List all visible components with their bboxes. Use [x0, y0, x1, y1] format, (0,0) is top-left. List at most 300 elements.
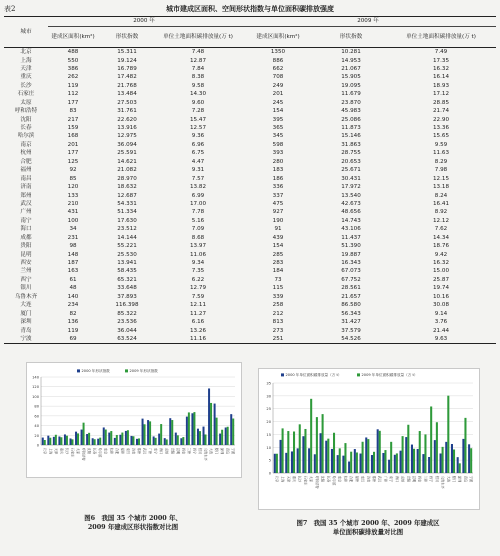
category-label: 深圳: [457, 475, 462, 483]
table-title: 城市建成区面积、空间形状指数与单位面积碳排放强度: [166, 4, 334, 13]
bar-2009: [71, 439, 73, 445]
figure-7-caption: [258, 519, 478, 537]
city-header: 城市: [4, 17, 48, 48]
cell-area-2000: 148: [67, 251, 79, 258]
category-label: 哈尔滨: [98, 447, 103, 458]
cell-area-2009: 190: [272, 217, 284, 224]
cell-shape-2000: 25.530: [117, 251, 137, 258]
category-label: 西安: [417, 475, 422, 483]
cell-carbon-2000: 12.11: [189, 302, 206, 309]
cell-carbon-2000: 7.59: [191, 293, 205, 300]
cell-carbon-2009: 16.41: [432, 200, 449, 207]
cell-shape-2009: 21.067: [341, 65, 361, 72]
cell-area-2009: 154: [272, 108, 284, 115]
category-label: 成都: [400, 475, 405, 483]
cell-carbon-2009: 22.90: [432, 116, 449, 123]
cell-carbon-2009: 18.93: [432, 82, 449, 89]
bar-2009: [121, 433, 123, 445]
cell-shape-2000: 19.124: [117, 57, 137, 64]
cell-shape-2000: 27.503: [117, 99, 137, 106]
cell-shape-2009: 30.431: [341, 175, 361, 182]
table-row: [4, 251, 496, 259]
category-label: 济南: [366, 475, 371, 483]
category-label: 福州: [354, 475, 359, 483]
bar-2009: [350, 452, 352, 473]
cell-area-2009: 886: [272, 57, 284, 64]
bar-2009: [77, 433, 79, 445]
cell-area-2000: 136: [67, 319, 79, 326]
bar-2009: [373, 452, 375, 473]
table-row: [4, 200, 496, 208]
cell-area-2009: 598: [272, 141, 284, 148]
figure-6-chart: [26, 362, 242, 478]
bar-2000: [285, 453, 287, 473]
category-label: 长沙: [297, 475, 302, 483]
category-label: 长春: [92, 447, 97, 455]
table-row: [4, 310, 496, 318]
cell-carbon-2000: 6.16: [191, 319, 205, 326]
bar-2009: [430, 406, 432, 473]
bar-2009: [182, 437, 184, 445]
category-label: 宁波: [231, 447, 236, 455]
table-row: [4, 301, 496, 309]
cell-area-2000: 119: [67, 327, 79, 334]
bar-2000: [169, 418, 171, 445]
bar-2009: [333, 433, 335, 473]
cell-shape-2009: 13.540: [341, 192, 361, 199]
cell-carbon-2009: 7.62: [434, 226, 448, 233]
cell-shape-2009: 67.073: [341, 268, 361, 275]
cell-carbon-2000: 9.36: [191, 133, 205, 140]
cell-area-2000: 119: [67, 82, 79, 89]
cell-area-2009: 439: [272, 234, 284, 241]
y-tick-label: 0: [268, 471, 271, 476]
cell-area-2000: 85: [69, 175, 77, 182]
cell-area-2009: 708: [272, 74, 284, 81]
cell-shape-2009: 21.657: [341, 293, 361, 300]
cell-area-2000: 92: [69, 167, 77, 174]
bar-2009: [367, 439, 369, 473]
shape-index-chart-svg: [27, 363, 241, 477]
cell-carbon-2000: 4.47: [191, 158, 205, 165]
cell-area-2009: 283: [272, 260, 284, 267]
cell-city: 福州: [20, 167, 32, 174]
cell-shape-2009: 54.526: [316, 335, 386, 344]
cell-city: 南宁: [20, 217, 32, 224]
category-label: 太原: [309, 475, 314, 483]
cell-area-2000: 168: [67, 133, 79, 140]
cell-city: 昆明: [20, 251, 32, 258]
table-row: [4, 318, 496, 326]
bar-2009: [105, 430, 107, 445]
cell-city: 海口: [20, 226, 32, 233]
legend-label: 2009 年单位面积碳排放量（万 t）: [361, 373, 418, 377]
category-label: 乌鲁木齐: [203, 447, 208, 461]
bar-2000: [388, 460, 390, 473]
cell-carbon-2009: 12.12: [432, 217, 449, 224]
cell-carbon-2009: 12.15: [432, 175, 449, 182]
cell-city: 大连: [20, 302, 32, 309]
bar-2009: [227, 427, 229, 445]
bar-2000: [180, 438, 182, 445]
cell-city: 长沙: [20, 82, 32, 89]
legend-swatch: [77, 369, 80, 372]
table-row: [4, 141, 496, 149]
bar-2000: [280, 440, 282, 473]
figure-7-caption-line1: 图7 我国 35 个城市 2000 年、2009 年建成区: [296, 519, 440, 527]
bar-2000: [308, 448, 310, 473]
cell-shape-2009: 25.671: [341, 167, 361, 174]
y-tick-label: 35: [266, 381, 271, 386]
category-label: 南宁: [389, 475, 394, 483]
legend-swatch: [125, 369, 128, 372]
category-label: 合肥: [349, 475, 354, 483]
cell-carbon-2000: 7.35: [191, 268, 205, 275]
cell-carbon-2009: 21.74: [432, 108, 449, 115]
bar-2009: [396, 453, 398, 473]
category-label: 太原: [76, 447, 81, 455]
y-tick-label: 120: [32, 385, 39, 390]
cell-carbon-2000: 14.30: [189, 91, 206, 98]
bar-2000: [394, 455, 396, 473]
cell-carbon-2009: 17.12: [432, 91, 449, 98]
bar-2009: [442, 447, 444, 473]
cell-area-2000: 217: [67, 116, 79, 123]
bar-2009: [327, 439, 329, 473]
category-label: 贵阳: [406, 475, 411, 483]
cell-shape-2000: 22.620: [117, 116, 137, 123]
cell-carbon-2000: 7.84: [191, 65, 205, 72]
cell-carbon-2009: 7.98: [434, 167, 448, 174]
cell-carbon-2009: 17.35: [432, 57, 449, 64]
table-row: [4, 259, 496, 267]
bar-2009: [287, 431, 289, 473]
cell-carbon-2000: 15.47: [189, 116, 206, 123]
category-label: 杭州: [343, 475, 348, 483]
table-row: [4, 82, 496, 90]
cell-area-2009: 212: [272, 310, 284, 317]
cell-carbon-2009: 3.76: [434, 319, 448, 326]
category-label: 上海: [48, 447, 53, 455]
cell-carbon-2000: 12.79: [189, 285, 206, 292]
bar-2000: [445, 442, 447, 473]
category-label: 贵阳: [170, 447, 175, 455]
bar-2009: [116, 435, 118, 445]
cell-city: 北京: [20, 49, 32, 56]
bar-2000: [457, 457, 459, 473]
table-row: [4, 149, 496, 157]
category-label: 南京: [337, 475, 342, 483]
y-tick-label: 40: [34, 424, 39, 429]
bar-2009: [390, 442, 392, 473]
cell-shape-2009: 56.343: [341, 310, 361, 317]
cell-carbon-2009: 11.63: [432, 150, 449, 157]
cell-carbon-2000: 9.31: [191, 167, 205, 174]
cell-area-2009: 201: [272, 91, 284, 98]
category-label: 郑州: [372, 475, 376, 483]
category-label: 哈尔滨: [332, 475, 336, 486]
cell-carbon-2000: 8.38: [191, 74, 205, 81]
cell-shape-2000: 23.512: [117, 226, 137, 233]
bar-2000: [225, 427, 227, 445]
bar-2000: [47, 436, 49, 445]
y-tick-label: 0: [36, 443, 39, 448]
table-row: [4, 284, 496, 292]
cell-carbon-2009: 8.24: [434, 192, 448, 199]
bar-2009: [339, 448, 341, 473]
bar-2009: [299, 424, 301, 473]
cell-city: 哈尔滨: [17, 133, 35, 140]
cell-shape-2000: 14.144: [117, 234, 137, 241]
cell-shape-2009: 11.437: [341, 234, 361, 241]
cell-shape-2000: 17.630: [117, 217, 137, 224]
cell-city: 杭州: [20, 150, 32, 157]
cell-shape-2009: 28.561: [341, 285, 361, 292]
legend-label: 2009 年形状指数: [129, 369, 158, 373]
bar-2000: [203, 427, 205, 445]
cell-shape-2000: 58.435: [117, 268, 137, 275]
table-row: [4, 326, 496, 334]
cell-carbon-2009: 25.87: [432, 276, 449, 283]
cell-shape-2009: 17.972: [341, 184, 361, 191]
bar-2009: [407, 425, 409, 473]
bar-2000: [405, 437, 407, 473]
bar-2000: [64, 434, 66, 445]
cell-shape-2009: 20.653: [341, 158, 361, 165]
legend-label: 2000 年形状指数: [81, 369, 110, 373]
col-shape-2000: 形状指数: [98, 27, 156, 48]
cell-area-2009: 395: [272, 116, 284, 123]
cell-area-2000: 177: [67, 150, 79, 157]
bar-2009: [447, 396, 449, 473]
bar-2009: [171, 420, 173, 445]
bar-2000: [417, 449, 419, 473]
cell-shape-2000: 85.322: [117, 310, 137, 317]
bar-2009: [166, 439, 168, 445]
cell-carbon-2000: 11.16: [156, 335, 240, 344]
cell-carbon-2000: 7.48: [191, 49, 205, 56]
cell-shape-2000: 116.398: [115, 302, 139, 309]
cell-area-2009: 336: [272, 184, 284, 191]
cell-shape-2000: 21.082: [117, 167, 137, 174]
cell-area-2009: 475: [272, 200, 284, 207]
bar-2000: [75, 432, 77, 445]
cell-carbon-2009: 9.14: [434, 310, 448, 317]
cell-carbon-2000: 8.68: [191, 234, 205, 241]
bar-2000: [147, 420, 149, 445]
bar-2000: [377, 429, 379, 473]
figure-6-caption: [26, 514, 240, 532]
cell-shape-2000: 63.524: [98, 335, 156, 344]
figure-7-caption-line2: 单位面积碳排放量对比图: [332, 528, 404, 536]
bar-2000: [468, 444, 470, 473]
cell-shape-2000: 16.789: [117, 65, 137, 72]
cell-shape-2009: 10.281: [341, 49, 361, 56]
cell-area-2000: 61: [69, 276, 77, 283]
col-carbon-2000: 单位土地面积碳排放量(万 t): [156, 27, 240, 48]
bar-2000: [274, 454, 276, 473]
table-row: [4, 132, 496, 140]
bar-2000: [325, 441, 327, 473]
category-label: 天津: [286, 475, 291, 483]
cell-carbon-2000: 11.27: [189, 310, 206, 317]
bar-2000: [428, 457, 430, 473]
cell-shape-2009: 19.887: [341, 251, 361, 258]
y-tick-label: 20: [34, 433, 39, 438]
cell-shape-2000: 33.648: [117, 285, 137, 292]
category-label: 西安: [181, 447, 186, 455]
cell-shape-2000: 55.221: [117, 243, 137, 250]
bar-2000: [291, 451, 293, 473]
bar-2009: [210, 403, 212, 445]
category-label: 福州: [120, 447, 125, 455]
cell-carbon-2000: 13.82: [189, 184, 206, 191]
category-label: 上海: [280, 475, 285, 483]
category-label: 兰州: [423, 475, 428, 483]
cell-city: 银川: [20, 285, 32, 292]
category-label: 广州: [148, 447, 153, 455]
cell-shape-2009: 15.905: [341, 74, 361, 81]
cell-carbon-2009: 16.14: [432, 74, 449, 81]
cell-shape-2000: 65.321: [117, 276, 137, 283]
col-carbon-2009: 单位土地面积碳排放量(万 t): [386, 27, 496, 48]
cell-area-2000: 550: [67, 57, 79, 64]
cell-carbon-2009: 9.59: [434, 141, 448, 148]
figure-7-chart: [258, 368, 480, 510]
bar-2009: [55, 435, 57, 445]
cell-carbon-2009: 9.42: [434, 251, 448, 258]
bar-2000: [371, 455, 373, 473]
cell-shape-2009: 45.983: [341, 108, 361, 115]
y-tick-label: 140: [32, 375, 39, 380]
bar-2000: [382, 453, 384, 473]
cell-shape-2009: 48.656: [341, 209, 361, 216]
cell-area-2000: 48: [69, 285, 77, 292]
bar-2009: [470, 448, 472, 473]
cell-shape-2000: 18.632: [117, 184, 137, 191]
cell-city: 呼和浩特: [14, 108, 38, 115]
table-row: [4, 225, 496, 233]
cell-carbon-2000: 11.06: [189, 251, 206, 258]
category-label: 青岛: [463, 475, 468, 483]
bar-2000: [130, 436, 132, 445]
bar-2000: [422, 454, 424, 473]
cell-city: 合肥: [20, 158, 32, 165]
data-table: [4, 16, 496, 344]
cell-shape-2000: 25.591: [117, 150, 137, 157]
cell-area-2009: 73: [274, 276, 282, 283]
bar-2000: [400, 451, 402, 473]
bar-2000: [97, 439, 99, 445]
cell-area-2000: 83: [69, 108, 77, 115]
bar-2009: [344, 443, 346, 473]
cell-city: 广州: [20, 209, 32, 216]
bar-2009: [94, 439, 96, 445]
cell-carbon-2009: 16.32: [432, 65, 449, 72]
category-label: 兰州: [186, 447, 191, 455]
cell-city: 成都: [20, 234, 32, 241]
cell-shape-2000: 28.970: [117, 175, 137, 182]
table-row: [4, 276, 496, 284]
cell-shape-2000: 23.536: [117, 319, 137, 326]
cell-shape-2009: 37.579: [341, 327, 361, 334]
bar-2000: [208, 388, 210, 445]
table-row: [4, 267, 496, 275]
category-label: 厦门: [214, 447, 219, 455]
category-label: 乌鲁木齐: [440, 475, 445, 489]
cell-area-2009: 183: [272, 167, 284, 174]
cell-city: 上海: [20, 57, 32, 64]
bar-2009: [232, 419, 234, 445]
category-label: 长春: [326, 475, 331, 483]
category-label: 合肥: [114, 447, 119, 455]
category-label: 成都: [164, 447, 169, 455]
bar-2009: [138, 438, 140, 445]
bar-2009: [436, 422, 438, 473]
cell-area-2009: 251: [240, 335, 316, 344]
cell-city: 西安: [20, 260, 32, 267]
category-label: 南宁: [153, 447, 158, 455]
bar-2009: [177, 435, 179, 445]
category-label: 呼和浩特: [81, 447, 86, 461]
cell-area-2009: 115: [272, 285, 284, 292]
cell-area-2009: 186: [272, 175, 284, 182]
cell-city: 乌鲁木齐: [14, 293, 38, 300]
bar-2000: [434, 440, 436, 473]
carbon-emission-chart-svg: [259, 369, 479, 509]
cell-shape-2000: 12.975: [117, 133, 137, 140]
bar-2009: [402, 436, 404, 473]
table-row: [4, 48, 496, 57]
bar-2009: [221, 430, 223, 445]
cell-carbon-2009: 15.65: [432, 133, 449, 140]
bar-2009: [310, 399, 312, 473]
cell-city: 贵阳: [20, 243, 32, 250]
cell-carbon-2000: 6.96: [191, 141, 205, 148]
cell-carbon-2009: 16.32: [432, 260, 449, 267]
cell-city: 太原: [20, 99, 32, 106]
cell-area-2000: 69: [48, 335, 98, 344]
category-label: 长沙: [64, 447, 69, 455]
bar-2009: [464, 418, 466, 473]
cell-shape-2000: 15.311: [117, 49, 137, 56]
cell-shape-2000: 14.621: [117, 158, 137, 165]
cell-shape-2009: 31.863: [341, 141, 361, 148]
cell-area-2000: 231: [67, 234, 79, 241]
cell-shape-2000: 13.484: [117, 91, 137, 98]
cell-carbon-2000: 7.78: [191, 209, 205, 216]
cell-shape-2000: 36.094: [117, 141, 137, 148]
cell-area-2009: 258: [272, 302, 284, 309]
cell-shape-2009: 14.953: [341, 57, 361, 64]
category-label: 重庆: [59, 447, 64, 455]
cell-carbon-2009: 10.16: [432, 293, 449, 300]
cell-city: 沈阳: [20, 116, 32, 123]
cell-shape-2009: 51.390: [341, 243, 361, 250]
category-label: 武汉: [377, 475, 382, 483]
cell-area-2009: 339: [272, 293, 284, 300]
cell-shape-2000: 36.044: [117, 327, 137, 334]
bar-2000: [354, 449, 356, 473]
bar-2000: [86, 434, 88, 445]
col-shape-2009: 形状指数: [316, 27, 386, 48]
year-2009-header: 2009 年: [240, 17, 496, 27]
cell-area-2000: 34: [69, 226, 77, 233]
bar-2000: [42, 438, 44, 445]
table-row: [4, 116, 496, 124]
bar-2009: [413, 449, 415, 473]
cell-carbon-2000: 12.87: [189, 57, 206, 64]
